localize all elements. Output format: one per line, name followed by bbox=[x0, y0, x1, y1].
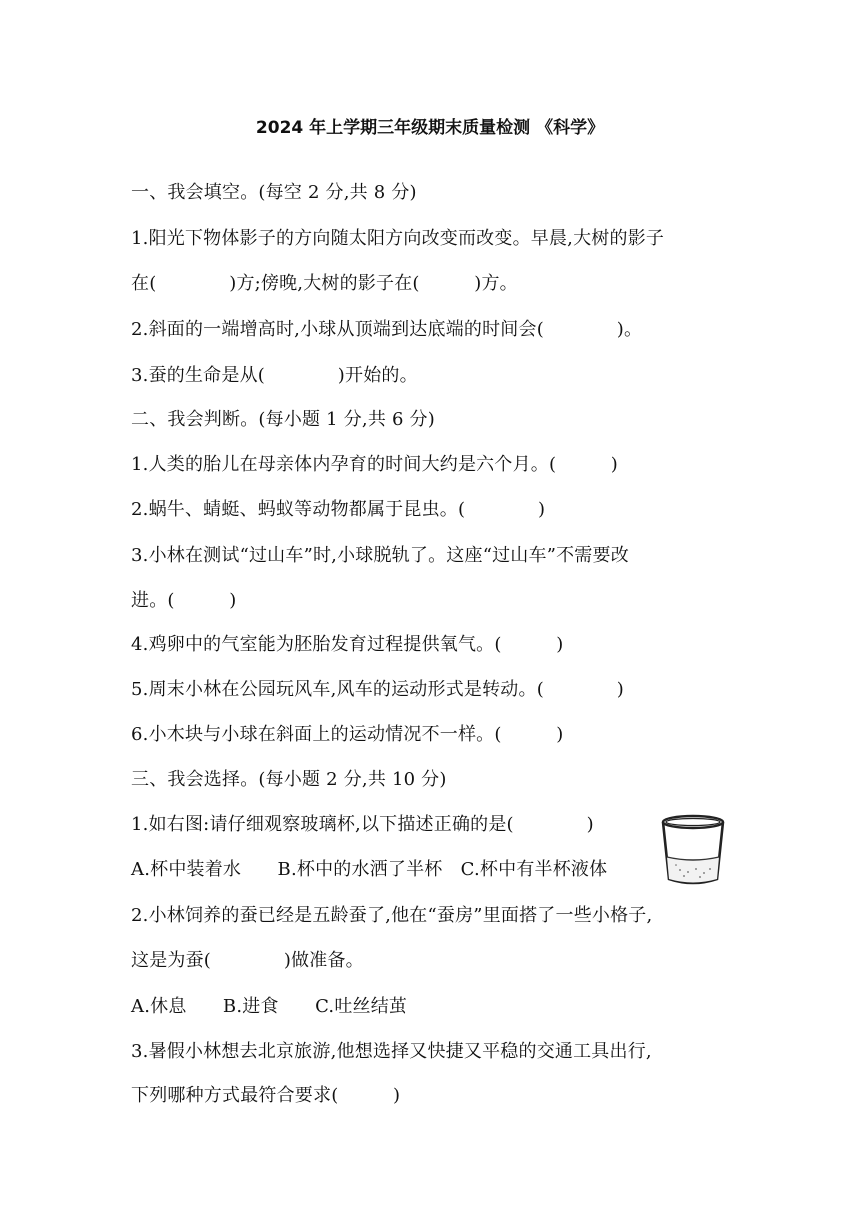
section-2-question-3-line-1: 3.小林在测试“过山车”时,小球脱轨了。这座“过山车”不需要改 bbox=[131, 545, 629, 566]
section-3-question-1-options: A.杯中装着水 B.杯中的水洒了半杯 C.杯中有半杯液体 bbox=[131, 859, 608, 880]
section-1-question-1-line-2: 在( )方;傍晚,大树的影子在( )方。 bbox=[131, 273, 518, 294]
section-1-question-1-line-1: 1.阳光下物体影子的方向随太阳方向改变而改变。早晨,大树的影子 bbox=[131, 228, 665, 249]
section-3-question-2-options: A.休息 B.进食 C.吐丝结茧 bbox=[131, 996, 408, 1017]
section-2-question-4: 4.鸡卵中的气室能为胚胎发育过程提供氧气。( ) bbox=[131, 634, 564, 655]
exam-title: 2024 年上学期三年级期末质量检测 《科学》 bbox=[255, 118, 605, 138]
section-2-question-3-line-2: 进。( ) bbox=[131, 590, 237, 611]
section-2-question-1: 1.人类的胎儿在母亲体内孕育的时间大约是六个月。( ) bbox=[131, 454, 619, 475]
section-2-heading: 二、我会判断。(每小题 1 分,共 6 分) bbox=[131, 409, 435, 430]
section-3-question-3-line-2: 下列哪种方式最符合要求( ) bbox=[131, 1085, 401, 1106]
section-3-question-3-line-1: 3.暑假小林想去北京旅游,他想选择又快捷又平稳的交通工具出行, bbox=[131, 1041, 652, 1062]
section-3-heading: 三、我会选择。(每小题 2 分,共 10 分) bbox=[131, 769, 447, 790]
section-2-question-5: 5.周末小林在公园玩风车,风车的运动形式是转动。( ) bbox=[131, 679, 624, 700]
section-3-question-2-line-2: 这是为蚕( )做准备。 bbox=[131, 950, 364, 971]
section-3-question-1-stem: 1.如右图:请仔细观察玻璃杯,以下描述正确的是( ) bbox=[131, 814, 594, 835]
section-1-heading: 一、我会填空。(每空 2 分,共 8 分) bbox=[131, 182, 417, 203]
section-2-question-6: 6.小木块与小球在斜面上的运动情况不一样。( ) bbox=[131, 724, 564, 745]
glass-cup-illustration bbox=[660, 813, 726, 887]
section-2-question-2: 2.蜗牛、蜻蜓、蚂蚁等动物都属于昆虫。( ) bbox=[131, 499, 546, 520]
section-1-question-2: 2.斜面的一端增高时,小球从顶端到达底端的时间会( )。 bbox=[131, 319, 643, 340]
section-3-question-2-line-1: 2.小林饲养的蚕已经是五龄蚕了,他在“蚕房”里面搭了一些小格子, bbox=[131, 905, 653, 926]
section-1-question-3: 3.蚕的生命是从( )开始的。 bbox=[131, 365, 418, 386]
